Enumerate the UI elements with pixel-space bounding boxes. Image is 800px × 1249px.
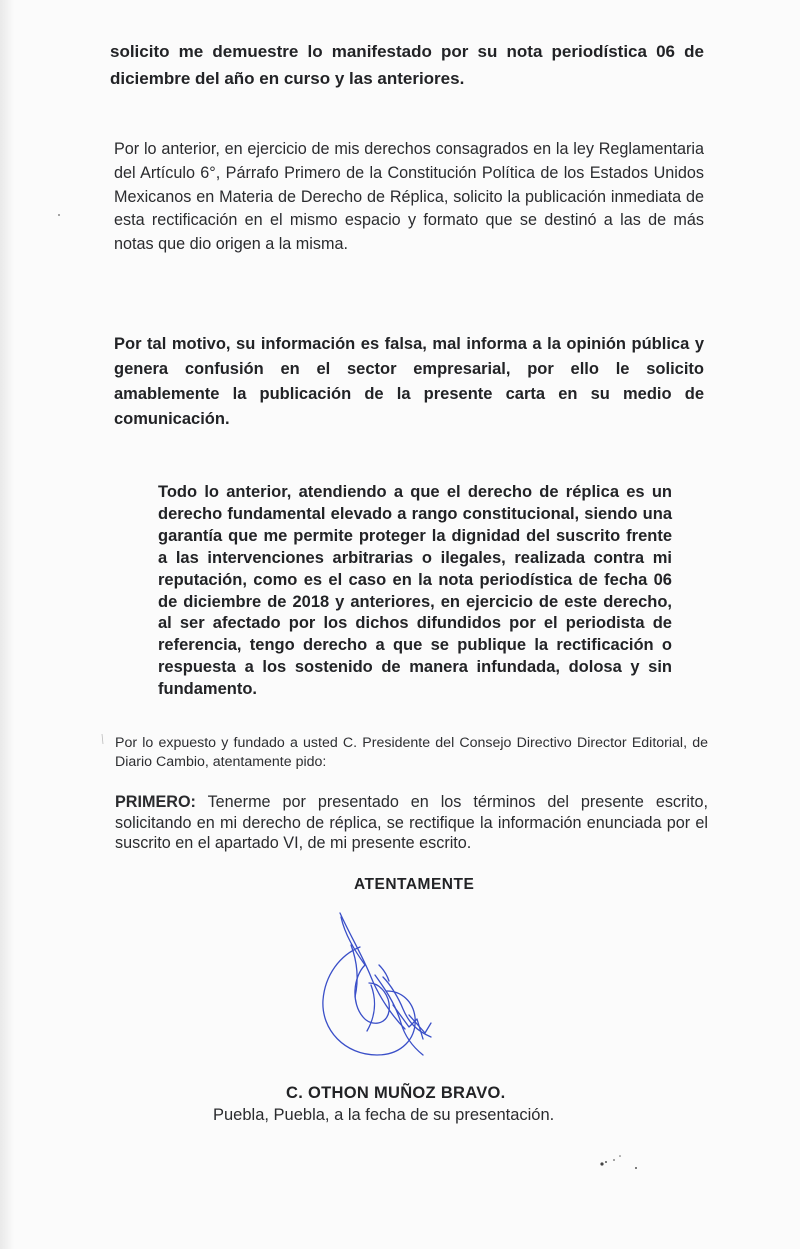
paragraph-petition-intro: Por lo expuesto y fundado a usted C. Presidente del Consejo Directivo Director Editorial, de Diario Cambio, atentamente pido: — [115, 735, 708, 770]
scan-edge-shadow — [0, 0, 14, 1249]
paragraph-first-petition — [115, 792, 708, 854]
handwritten-signature — [305, 905, 445, 1075]
scan-specks — [592, 1152, 652, 1182]
signer-name: C. OTHON MUÑOZ BRAVO. — [286, 1084, 506, 1102]
first-petition-label: PRIMERO: — [115, 793, 196, 811]
place-and-date: Puebla, Puebla, a la fecha de su presentación. — [213, 1106, 555, 1124]
scan-speck — [96, 732, 108, 752]
scan-speck — [54, 210, 64, 220]
paragraph-request-demonstration: solicito me demuestre lo manifestado por su nota periodística 06 de diciembre del año en curso y las anteriores. — [110, 42, 704, 88]
paragraph-right-of-reply: Todo lo anterior, atendiendo a que el derecho de réplica es un derecho fundamental elevado a rango constitucional, siendo una garantía que me permite proteger la dignidad del suscrito frente a las intervenciones arbitrarias o ilegales, realizada contra mi reputación, como es el caso en la nota periodística de fecha 06 de diciembre de 2018 y anteriores, en ejercicio de este derecho, al ser afectado por los dichos difundidos por el periodista de referencia, tengo derecho a que se publique la rectificación o respuesta a los sostenido de manera infundada, dolosa y sin fundamento. — [158, 483, 672, 699]
paragraph-false-information: Por tal motivo, su información es falsa, mal informa a la opinión pública y genera confusión en el sector empresarial, por ello le solicito amablemente la publicación de la presente carta en su medio de comunicación. — [114, 335, 704, 428]
closing-salutation: ATENTAMENTE — [354, 876, 475, 893]
paragraph-legal-basis: Por lo anterior, en ejercicio de mis derechos consagrados en la ley Reglamentaria del Artículo 6°, Párrafo Primero de la Constitución Política de los Estados Unidos Mexicanos en Materia de Derecho de Réplica, solicito la publicación inmediata de esta rectificación en el mismo espacio y formato que se destinó a las de más notas que dio origen a la misma. — [114, 140, 704, 254]
first-petition-text: Tenerme por presentado en los términos del presente escrito, solicitando en mi derecho de réplica, se rectifique la información enunciada por el suscrito en el apartado VI, de mi presente escrito. — [115, 793, 708, 852]
